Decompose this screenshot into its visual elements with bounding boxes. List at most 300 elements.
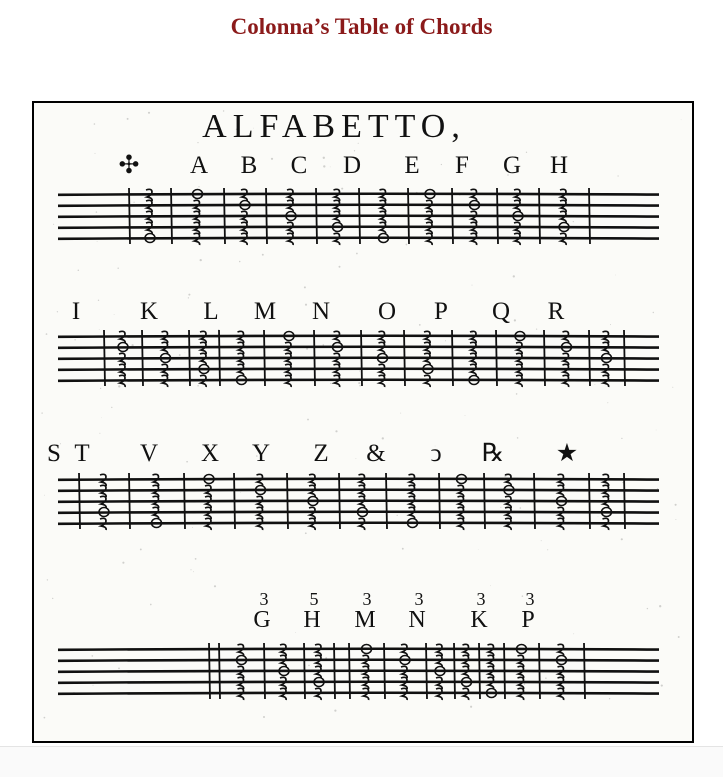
fret-mark-numeral [458, 485, 464, 497]
bar-line [209, 643, 210, 699]
chord-table-plate [32, 101, 694, 743]
fret-mark-numeral [309, 485, 315, 497]
fret-mark-numeral [334, 211, 340, 223]
chord-letter: Z [313, 440, 329, 467]
speck [536, 328, 537, 329]
bar-line [287, 473, 288, 529]
staff-line [58, 238, 659, 239]
speck [118, 385, 120, 387]
speck [406, 244, 408, 246]
speck [325, 657, 327, 659]
speck [118, 668, 120, 670]
chord-letter: & [366, 440, 386, 467]
fret-mark-numeral [409, 507, 415, 519]
speck [131, 344, 133, 346]
speck [675, 519, 676, 520]
speck [92, 685, 93, 686]
speck [53, 224, 54, 225]
bar-line [304, 643, 305, 699]
fret-mark-numeral [285, 353, 291, 365]
bar-line [184, 473, 185, 529]
speck [307, 419, 309, 421]
speck [218, 329, 219, 330]
speck [653, 312, 654, 313]
fret-mark-numeral [334, 364, 340, 376]
fret-mark-numeral [334, 331, 340, 343]
speck [392, 315, 393, 316]
fret-mark-numeral [436, 655, 442, 667]
speck [341, 188, 343, 190]
chord-letter: ↄ [430, 440, 442, 467]
fret-mark-numeral [401, 677, 407, 689]
chord-letter: B [240, 152, 258, 179]
speck [99, 329, 100, 330]
chord-letter: N [311, 298, 331, 325]
fret-mark-numeral [426, 211, 432, 223]
speck [490, 585, 491, 586]
fret-mark-numeral [470, 364, 476, 376]
fret-mark-numeral [424, 342, 430, 354]
chord-letter: ✣ [118, 152, 140, 179]
bar-line [224, 188, 225, 244]
fret-mark-numeral [463, 644, 469, 656]
speck [336, 647, 337, 648]
fret-mark-numeral [401, 688, 407, 700]
speck [678, 636, 680, 638]
chord-letter: ★ [555, 440, 579, 467]
fret-mark-numeral [426, 222, 432, 234]
fret-mark-numeral [458, 518, 464, 530]
bar-line [439, 473, 440, 529]
chord-letter: O [377, 298, 397, 325]
bar-line [349, 643, 350, 699]
fret-mark-numeral [463, 688, 469, 700]
speck [504, 475, 506, 477]
speck [98, 300, 99, 301]
speck [514, 319, 516, 321]
bar-line [452, 330, 453, 386]
speck [239, 261, 241, 263]
fret-mark-numeral [359, 485, 365, 497]
fret-mark-numeral [380, 189, 386, 201]
fret-mark-numeral [280, 644, 286, 656]
speck [306, 348, 308, 350]
speck [99, 433, 100, 434]
fret-mark-numeral [380, 200, 386, 212]
fret-mark-numeral [463, 655, 469, 667]
fret-mark-numeral [287, 189, 293, 201]
speck [354, 150, 355, 151]
staff-line [58, 660, 659, 661]
speck [97, 241, 98, 242]
bar-line [452, 188, 453, 244]
speck [475, 215, 476, 216]
speck [335, 430, 337, 432]
bar-line [314, 330, 315, 386]
bar-line [189, 330, 190, 386]
speck [185, 352, 186, 353]
speck [647, 608, 648, 609]
bar-line [339, 473, 340, 529]
fret-mark-numeral [285, 375, 291, 387]
speck [120, 352, 122, 354]
staff-line [58, 216, 659, 217]
fret-mark-numeral [409, 485, 415, 497]
staff-line [58, 490, 659, 491]
fret-mark-numeral [458, 507, 464, 519]
speck [295, 632, 296, 633]
bar-line [539, 643, 540, 699]
speck [621, 438, 622, 439]
speck [197, 142, 198, 143]
chord-letter: L [203, 298, 219, 325]
chord-row-1 [58, 152, 659, 245]
bar-line [539, 188, 540, 244]
bar-line [589, 188, 590, 244]
staff-line [58, 523, 659, 524]
fret-mark-numeral [309, 518, 315, 530]
speck [44, 495, 45, 496]
speck [545, 677, 547, 679]
speck [622, 482, 623, 483]
speck [358, 143, 359, 144]
speck [150, 604, 152, 606]
tablature-staff [58, 188, 659, 245]
speck [609, 698, 610, 699]
chord-letter: P [434, 298, 448, 325]
speck [379, 306, 380, 307]
fret-mark-numeral [380, 222, 386, 234]
speck [101, 417, 102, 418]
speck [162, 370, 164, 372]
speck [236, 128, 238, 130]
speck [459, 195, 460, 196]
speck [427, 359, 429, 361]
bar-line [234, 473, 235, 529]
speck [188, 294, 190, 296]
speck [140, 548, 142, 550]
speck [60, 443, 61, 444]
speck [397, 515, 398, 516]
speck [205, 492, 206, 493]
speck [41, 412, 42, 413]
speck [262, 254, 264, 256]
speck [359, 371, 360, 372]
speck [441, 164, 442, 165]
tablature-staff [58, 473, 659, 530]
bar-line [454, 643, 455, 699]
speck [91, 655, 93, 657]
speck [470, 706, 472, 708]
tablature-staff [58, 643, 659, 700]
fret-mark-numeral [285, 342, 291, 354]
speck [197, 385, 199, 387]
speck [520, 507, 522, 509]
speck [148, 112, 150, 114]
fret-mark-numeral [334, 189, 340, 201]
fret-mark-numeral [424, 331, 430, 343]
fret-mark-numeral [379, 364, 385, 376]
staff-line [58, 693, 659, 694]
chord-letter: S [47, 440, 61, 467]
fret-mark-numeral [315, 644, 321, 656]
speck [573, 221, 574, 222]
speck [117, 267, 118, 268]
speck [305, 532, 307, 534]
fret-mark-numeral [285, 364, 291, 376]
chord-letter: V [139, 440, 159, 467]
fret-mark-numeral [287, 233, 293, 245]
bar-line [219, 643, 220, 699]
staff-line [58, 649, 659, 650]
bar-line [589, 330, 590, 386]
chord-row-2 [58, 298, 659, 387]
speck [202, 360, 204, 362]
speck [507, 174, 508, 175]
bar-line [426, 643, 427, 699]
speck [339, 266, 341, 268]
speck [308, 665, 310, 667]
speck [516, 393, 518, 395]
speck [675, 504, 677, 506]
staff-line [58, 671, 659, 672]
fret-mark-numeral [334, 233, 340, 245]
fret-mark-numeral [380, 211, 386, 223]
speck [198, 186, 199, 187]
chord-letter: T [74, 440, 90, 467]
alfabetto-heading: ALFABETTO, [202, 108, 466, 145]
bar-line [104, 330, 105, 386]
speck [419, 324, 421, 326]
bar-line [79, 473, 80, 529]
bar-line [359, 188, 360, 244]
speck [240, 492, 241, 493]
bar-line [504, 643, 505, 699]
speck [129, 213, 130, 214]
speck [400, 413, 401, 414]
fret-mark-numeral [470, 331, 476, 343]
fret-mark-numeral [471, 222, 477, 234]
speck [94, 123, 96, 125]
chord-letter: E [404, 152, 420, 179]
speck [595, 384, 596, 385]
speck [657, 488, 658, 489]
speck [661, 685, 663, 687]
chord-numeral: 3 [259, 589, 269, 609]
speck [95, 153, 96, 154]
fret-mark-numeral [463, 666, 469, 678]
chord-row-3 [47, 440, 659, 530]
speck [179, 354, 181, 356]
speck [649, 480, 650, 481]
speck [200, 259, 202, 261]
staff-line [58, 347, 659, 348]
chord-letter: A [189, 152, 209, 179]
fret-mark-numeral [287, 222, 293, 234]
speck [621, 538, 623, 540]
speck [360, 672, 362, 674]
fret-mark-numeral [436, 677, 442, 689]
speck [356, 253, 358, 255]
speck [78, 269, 80, 271]
chord-letter: ℞ [481, 440, 505, 467]
fret-mark-numeral [426, 233, 432, 245]
speck [607, 402, 608, 403]
bar-line [264, 643, 265, 699]
speck [500, 507, 501, 508]
chord-numeral: 3 [414, 589, 424, 609]
speck [435, 446, 436, 447]
fret-mark-numeral [363, 666, 369, 678]
fret-mark-numeral [379, 331, 385, 343]
speck [522, 595, 524, 597]
chord-letter: I [71, 298, 81, 325]
staff-line [58, 512, 659, 513]
bar-line [497, 188, 498, 244]
speck [74, 339, 75, 340]
fret-mark-numeral [334, 200, 340, 212]
staff-line [58, 479, 659, 480]
bar-line [404, 330, 405, 386]
chord-row-4 [58, 589, 659, 700]
bar-line [264, 330, 265, 386]
chord-letter: P [521, 607, 535, 633]
bar-line [496, 330, 497, 386]
speck [337, 207, 338, 208]
fret-mark-numeral [359, 496, 365, 508]
speck [464, 650, 465, 651]
chord-table-engraving [34, 103, 692, 741]
bar-line [534, 473, 535, 529]
speck [517, 437, 519, 439]
fret-mark-numeral [315, 655, 321, 667]
speck [52, 598, 53, 599]
speck [573, 633, 574, 634]
speck [359, 385, 361, 387]
fret-mark-numeral [458, 496, 464, 508]
fret-mark-numeral [470, 353, 476, 365]
speck [186, 461, 188, 463]
speck [323, 165, 325, 167]
speck [100, 388, 101, 389]
speck [256, 455, 258, 457]
bar-line [624, 473, 625, 529]
speck [122, 562, 124, 564]
chord-letter: M [253, 298, 277, 325]
speck [192, 527, 193, 528]
fret-mark-numeral [315, 688, 321, 700]
speck [290, 224, 292, 226]
fret-mark-numeral [363, 655, 369, 667]
speck [44, 717, 46, 719]
speck [114, 314, 115, 315]
chord-letter: G [253, 607, 271, 633]
fret-mark-numeral [309, 474, 315, 486]
fret-mark-numeral [379, 375, 385, 387]
chord-letter: R [547, 298, 565, 325]
speck [253, 128, 254, 129]
speck [323, 157, 325, 159]
fret-mark-numeral [379, 342, 385, 354]
fret-mark-numeral [401, 666, 407, 678]
speck [573, 215, 574, 216]
speck [111, 407, 112, 408]
speck [57, 311, 58, 312]
speck [526, 152, 527, 153]
fret-mark-numeral [409, 496, 415, 508]
speck [193, 571, 194, 572]
chord-letter: N [408, 607, 426, 633]
speck [617, 175, 618, 176]
speck [524, 684, 525, 685]
speck [134, 202, 135, 203]
speck [190, 569, 191, 570]
speck [445, 340, 446, 341]
fret-mark-numeral [470, 342, 476, 354]
speck [223, 110, 224, 111]
fret-mark-numeral [471, 233, 477, 245]
speck [271, 158, 273, 160]
speck [547, 549, 548, 550]
bar-line [624, 330, 625, 386]
fret-mark-numeral [363, 688, 369, 700]
page-title: Colonna’s Table of Chords [230, 14, 493, 39]
fret-mark-numeral [424, 375, 430, 387]
chord-numeral: 5 [309, 589, 319, 609]
speck [407, 677, 408, 678]
speck [472, 285, 473, 286]
speck [610, 324, 611, 325]
speck [402, 548, 404, 550]
speck [478, 549, 479, 550]
chord-letter: G [502, 152, 522, 179]
fret-mark-numeral [309, 507, 315, 519]
fret-mark-numeral [280, 655, 286, 667]
speck [263, 716, 265, 718]
footer-band [0, 747, 723, 777]
speck [330, 383, 331, 384]
fret-mark-numeral [280, 688, 286, 700]
chord-letter: D [342, 152, 362, 179]
staff-line [58, 682, 659, 683]
fret-mark-numeral [401, 644, 407, 656]
chord-numeral: 3 [525, 589, 535, 609]
speck [358, 382, 360, 384]
bar-line [129, 473, 130, 529]
speck [188, 297, 189, 298]
chord-numeral: 3 [476, 589, 486, 609]
speck [656, 430, 657, 431]
speck [356, 458, 357, 459]
bar-line [484, 473, 485, 529]
speck [323, 344, 325, 346]
chord-letter: F [455, 152, 469, 179]
fret-mark-numeral [424, 353, 430, 365]
fret-mark-numeral [426, 200, 432, 212]
speck [506, 309, 507, 310]
speck [465, 415, 466, 416]
fret-mark-numeral [363, 677, 369, 689]
speck [333, 651, 335, 653]
speck [416, 192, 418, 194]
bar-line [361, 330, 362, 386]
speck [96, 211, 97, 212]
speck [304, 286, 306, 288]
bar-line [386, 473, 387, 529]
speck [47, 579, 48, 580]
bar-line [129, 188, 130, 244]
bar-line [544, 330, 545, 386]
